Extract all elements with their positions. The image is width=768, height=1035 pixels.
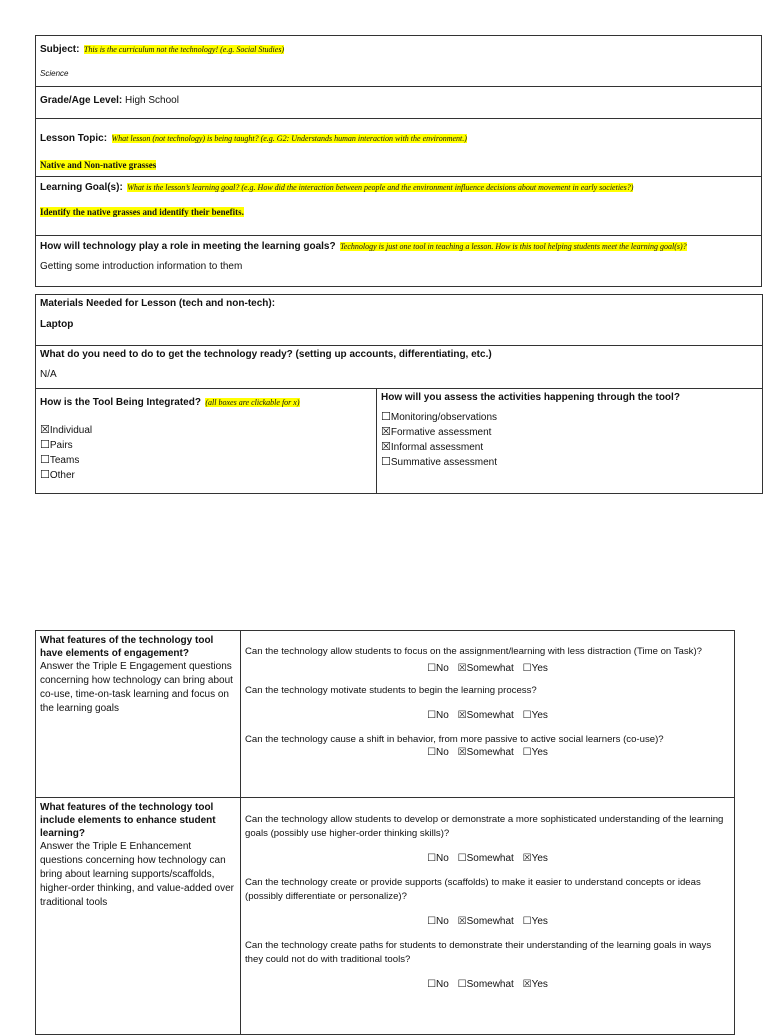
answer-somewhat[interactable]: ☐Somewhat (457, 979, 514, 990)
answer-no[interactable]: ☐No (427, 979, 449, 990)
answer-no[interactable]: ☐No (427, 853, 449, 864)
materials-row (36, 295, 763, 346)
lesson-info-table (35, 35, 762, 287)
integrated-options (40, 423, 372, 483)
subject-note: This is the curriculum not the technology! (e.g. Social Studies) (83, 45, 285, 54)
answer-somewhat[interactable]: ☐Somewhat (457, 853, 514, 864)
engagement-desc: Answer the Triple E Engagement questions concerning how technology can bring about co-use, time-on-task learning and focus on the learning goals (40, 661, 233, 714)
enhancement-question-1: Can the technology allow students to develop or demonstrate a more sophisticated understanding of the learning goals (possibly use higher-order thinking skills)? ☐No ☐Somewhat ☒Yes (245, 813, 730, 864)
answer-yes[interactable]: ☒Yes (522, 853, 548, 864)
role-row (36, 236, 762, 287)
option-individual[interactable]: ☒Individual (40, 424, 93, 436)
answer-yes[interactable]: ☐Yes (522, 710, 548, 721)
answer-no[interactable]: ☐No (427, 663, 449, 674)
ready-value[interactable]: N/A (40, 369, 57, 380)
enhancement-heading: What features of the technology tool include elements to enhance student learning? (40, 802, 216, 839)
answer-no[interactable]: ☐No (427, 710, 449, 721)
engagement-row (36, 631, 735, 798)
materials-label: Materials Needed for Lesson (tech and non-tech): (40, 298, 276, 309)
answer-options (245, 747, 730, 758)
answer-yes[interactable]: ☒Yes (522, 979, 548, 990)
answer-yes[interactable]: ☐Yes (522, 663, 548, 674)
option-pairs[interactable]: ☐Pairs (40, 439, 73, 451)
assess-options (381, 410, 758, 470)
engagement-question-2: Can the technology motivate students to begin the learning process? ☐No ☒Somewhat ☐Yes (245, 684, 730, 721)
answer-options (245, 853, 730, 864)
role-note: Technology is just one tool in teaching a lesson. How is this tool helping students meet the learning goal(s)? (340, 242, 687, 251)
goal-value[interactable]: Identify the native grasses and identify their benefits. (40, 207, 244, 217)
enhancement-row (36, 798, 735, 1035)
topic-row (36, 119, 762, 177)
option-other[interactable]: ☐Other (40, 469, 75, 481)
goal-row (36, 177, 762, 236)
grade-label: Grade/Age Level: (40, 95, 123, 106)
engagement-heading: What features of the technology tool have elements of engagement? (40, 635, 214, 659)
assess-label: How will you assess the activities happening through the tool? (381, 392, 680, 403)
checkbox-icon[interactable]: ☐ (40, 439, 50, 451)
checkbox-icon[interactable]: ☒ (381, 441, 391, 453)
checkbox-icon[interactable]: ☒ (381, 426, 391, 438)
enhancement-question-2: Can the technology create or provide supports (scaffolds) to make it easier to understand concepts or ideas (possibly differentiate or personalize)? ☐No ☒Somewhat ☐Yes (245, 876, 730, 927)
subject-row (36, 36, 762, 87)
topic-value[interactable]: Native and Non-native grasses (40, 160, 157, 170)
grade-value[interactable]: High School (122, 95, 179, 106)
checkbox-icon[interactable]: ☐ (381, 411, 391, 423)
answer-options (245, 916, 730, 927)
materials-table (35, 294, 763, 494)
answer-somewhat[interactable]: ☒Somewhat (457, 710, 514, 721)
role-label: How will technology play a role in meeting the learning goals? (40, 241, 336, 252)
engagement-question-1: Can the technology allow students to focus on the assignment/learning with less distraction (Time on Task)? ☐No ☒Somewhat ☐Yes (245, 645, 730, 674)
checkbox-icon[interactable]: ☐ (381, 456, 391, 468)
option-formative[interactable]: ☒Formative assessment (381, 426, 492, 438)
subject-value[interactable]: Science (40, 69, 69, 78)
ready-row (36, 346, 763, 389)
answer-somewhat[interactable]: ☒Somewhat (457, 663, 514, 674)
triple-e-table (35, 630, 735, 1035)
option-monitoring[interactable]: ☐Monitoring/observations (381, 411, 498, 423)
integrated-label: How is the Tool Being Integrated? (40, 397, 201, 408)
checkbox-icon[interactable]: ☐ (40, 454, 50, 466)
subject-label: Subject: (40, 44, 80, 55)
answer-somewhat[interactable]: ☒Somewhat (457, 747, 514, 758)
topic-label: Lesson Topic: (40, 133, 108, 144)
integration-row (36, 389, 763, 494)
answer-no[interactable]: ☐No (427, 916, 449, 927)
answer-options (245, 979, 730, 990)
engagement-question-3: Can the technology cause a shift in behavior, from more passive to active social learners (co-use)? ☐No ☒Somewhat ☐Yes (245, 733, 730, 758)
option-summative[interactable]: ☐Summative assessment (381, 456, 498, 468)
grade-row (36, 87, 762, 119)
integrated-note: (all boxes are clickable for x) (205, 398, 300, 407)
goal-label: Learning Goal(s): (40, 182, 123, 193)
option-teams[interactable]: ☐Teams (40, 454, 80, 466)
enhancement-desc: Answer the Triple E Enhancement questions concerning how technology can bring about learning supports/scaffolds, higher-order thinking, and value-added over traditional tools (40, 841, 235, 908)
checkbox-icon[interactable]: ☐ (40, 469, 50, 481)
answer-options (245, 710, 730, 721)
answer-no[interactable]: ☐No (427, 747, 449, 758)
role-value[interactable]: Getting some introduction information to them (40, 261, 243, 272)
enhancement-question-3: Can the technology create paths for students to demonstrate their understanding of the learning goals in ways they could not do with traditional tools? ☐No ☐Somewhat ☒Yes (245, 939, 730, 990)
answer-somewhat[interactable]: ☒Somewhat (457, 916, 514, 927)
goal-note: What is the lesson’s learning goal? (e.g. How did the interaction between people and the environment influence decisions about movement in early societies?) (127, 183, 634, 192)
answer-yes[interactable]: ☐Yes (522, 747, 548, 758)
materials-value[interactable]: Laptop (40, 319, 74, 330)
option-informal[interactable]: ☒Informal assessment (381, 441, 484, 453)
answer-options (245, 663, 730, 674)
ready-label: What do you need to do to get the technology ready? (setting up accounts, differentiating, etc.) (40, 349, 492, 360)
checkbox-icon[interactable]: ☒ (40, 424, 50, 436)
topic-note: What lesson (not technology) is being taught? (e.g. G2: Understands human interaction with the environment.) (111, 134, 467, 143)
answer-yes[interactable]: ☐Yes (522, 916, 548, 927)
